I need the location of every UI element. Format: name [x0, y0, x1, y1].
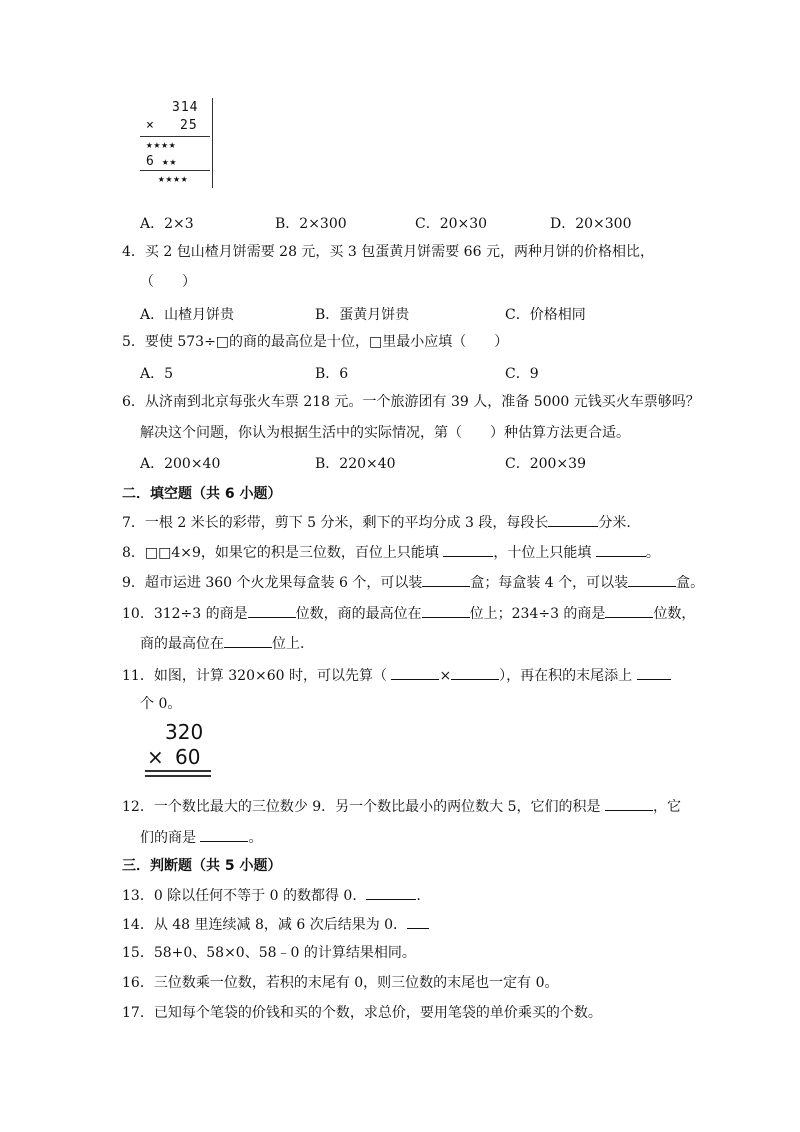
- q3-option-c: C．20×30: [415, 216, 488, 232]
- q4-option-c: C．价格相同: [505, 307, 586, 323]
- q10-text: 10．312÷3 的商是: [122, 606, 248, 622]
- multiplication-figure-2: [145, 720, 215, 778]
- q10-text-4: 位数，: [653, 606, 696, 622]
- q5-option-a: A．5: [140, 366, 174, 382]
- q8: [122, 542, 660, 562]
- fig1-row1: ★★★★: [146, 138, 177, 151]
- fig2-sign: ×: [147, 745, 164, 769]
- q12-line-2: [140, 827, 262, 847]
- q7-text: 7．一根 2 米长的彩带，剪下 5 分米，剩下的平均分成 3 段，每段长: [122, 515, 549, 531]
- q11-times: ×: [439, 668, 452, 684]
- fig1-rule-2: [140, 170, 210, 171]
- q11-blank-2[interactable]: [451, 665, 499, 680]
- fig1-row2-stars: ★★: [162, 155, 178, 168]
- q9-text: 9．超市运进 360 个火龙果每盒装 6 个，可以装: [122, 575, 423, 591]
- q12-text-3: 们的商是: [140, 830, 196, 846]
- q10-text-2: 位数，商的最高位在: [295, 606, 422, 622]
- q8-blank-2[interactable]: [596, 542, 646, 557]
- q8-text: 8．□□4×9，如果它的积是三位数，百位上只能填: [122, 545, 439, 561]
- fig2-bottom: 60: [175, 745, 201, 769]
- q16-text: 16．三位数乘一位数，若积的末尾有 0，则三位数的末尾也一定有 0。: [122, 975, 559, 991]
- q6-option-b: B．220×40: [315, 456, 396, 472]
- q9-end: 盒。: [676, 575, 705, 591]
- fig1-multiplier: 25: [180, 118, 198, 133]
- q4-paren: （ ）: [140, 274, 196, 290]
- q13: [122, 885, 421, 905]
- q10-text-6: 位上.: [272, 636, 305, 652]
- q11-text-3: 个 0。: [140, 696, 182, 712]
- fig1-multiplicand: 314: [172, 100, 199, 115]
- q12-text: 12．一个数比最大的三位数少 9．另一个数比最小的两位数大 5，它们的积是: [122, 799, 601, 815]
- fig1-row2-digit: 6: [146, 154, 155, 169]
- q17-text: 17．已知每个笔袋的价钱和买的个数，求总价，要用笔袋的单价乘买的个数。: [122, 1005, 602, 1021]
- q11: [122, 665, 671, 685]
- q4-option-b: B．蛋黄月饼贵: [315, 307, 410, 323]
- q9-text-2: 盒；每盒装 4 个，可以装: [470, 575, 629, 591]
- q12-blank-2[interactable]: [200, 827, 248, 842]
- q14: [122, 914, 429, 934]
- section-2-heading: 二．填空题（共 6 小题）: [122, 486, 282, 502]
- q10-blank-1[interactable]: [248, 603, 296, 618]
- q4-text: 4．买 2 包山楂月饼需要 28 元，买 3 包蛋黄月饼需要 66 元，两种月饼的价格相比，: [122, 244, 654, 260]
- q11-blank-3[interactable]: [637, 665, 671, 680]
- q4-option-a: A．山楂月饼贵: [140, 307, 235, 323]
- q12-text-2: ，它: [652, 799, 681, 815]
- q3-option-d: D．20×300: [550, 216, 632, 232]
- q6-option-a: A．200×40: [140, 456, 221, 472]
- q10-line-2: [140, 633, 304, 653]
- q6-text-2: 解决这个问题，你认为根据生活中的实际情况，第（ ）种估算方法更合适。: [140, 425, 630, 441]
- q5-option-b: B．6: [315, 366, 349, 382]
- q7-blank[interactable]: [548, 512, 598, 527]
- q12: [122, 796, 681, 816]
- q12-blank-1[interactable]: [605, 796, 653, 811]
- q10-text-3: 位上；234÷3 的商是: [469, 606, 606, 622]
- q10-blank-2[interactable]: [422, 603, 470, 618]
- q13-blank[interactable]: [366, 885, 416, 900]
- fig2-rule-1: [145, 770, 211, 772]
- q10-blank-3[interactable]: [605, 603, 653, 618]
- q7-unit: 分米.: [598, 515, 631, 531]
- fig1-times-sign: ×: [146, 118, 155, 133]
- q10-blank-4[interactable]: [224, 633, 272, 648]
- fig2-rule-2: [145, 775, 211, 777]
- q13-text: 13．0 除以任何不等于 0 的数都得 0．: [122, 888, 367, 904]
- q5-option-c: C．9: [505, 366, 539, 382]
- q9-blank-2[interactable]: [628, 572, 676, 587]
- q9: [122, 572, 704, 592]
- q15-text: 15．58+0、58×0、58﹣0 的计算结果相同。: [122, 945, 416, 961]
- q11-blank-1[interactable]: [391, 665, 439, 680]
- q7: [122, 512, 631, 532]
- fig1-row3: ★★★★: [158, 172, 189, 185]
- q8-end: 。: [645, 545, 660, 561]
- section-3-heading: 三．判断题（共 5 小题）: [122, 858, 282, 874]
- q14-blank[interactable]: [407, 914, 429, 929]
- q8-text-2: ，十位上只能填: [493, 545, 592, 561]
- q8-blank-1[interactable]: [443, 542, 493, 557]
- q12-end: 。: [248, 830, 263, 846]
- q10: [122, 603, 695, 623]
- fig1-rule: [140, 136, 210, 137]
- q11-text: 11．如图，计算 320×60 时，可以先算（: [122, 668, 387, 684]
- q3-option-a: A．2×3: [140, 216, 194, 232]
- fig2-top: 320: [165, 720, 204, 744]
- q6-option-c: C．200×39: [505, 456, 586, 472]
- q11-text-2: ），再在积的末尾添上: [499, 668, 633, 684]
- q5-text: 5．要使 573÷□的商的最高位是十位，□里最小应填（ ）: [122, 334, 509, 350]
- multiplication-figure-1: [140, 98, 213, 188]
- q14-text: 14．从 48 里连续减 8，减 6 次后结果为 0．: [122, 917, 408, 933]
- q9-blank-1[interactable]: [422, 572, 470, 587]
- q6-text: 6．从济南到北京每张火车票 218 元。一个旅游团有 39 人，准备 5000 元钱买火车票够吗？: [122, 394, 700, 410]
- q13-end: .: [416, 888, 421, 904]
- q10-text-5: 商的最高位在: [140, 636, 224, 652]
- q3-option-b: B．2×300: [275, 216, 347, 232]
